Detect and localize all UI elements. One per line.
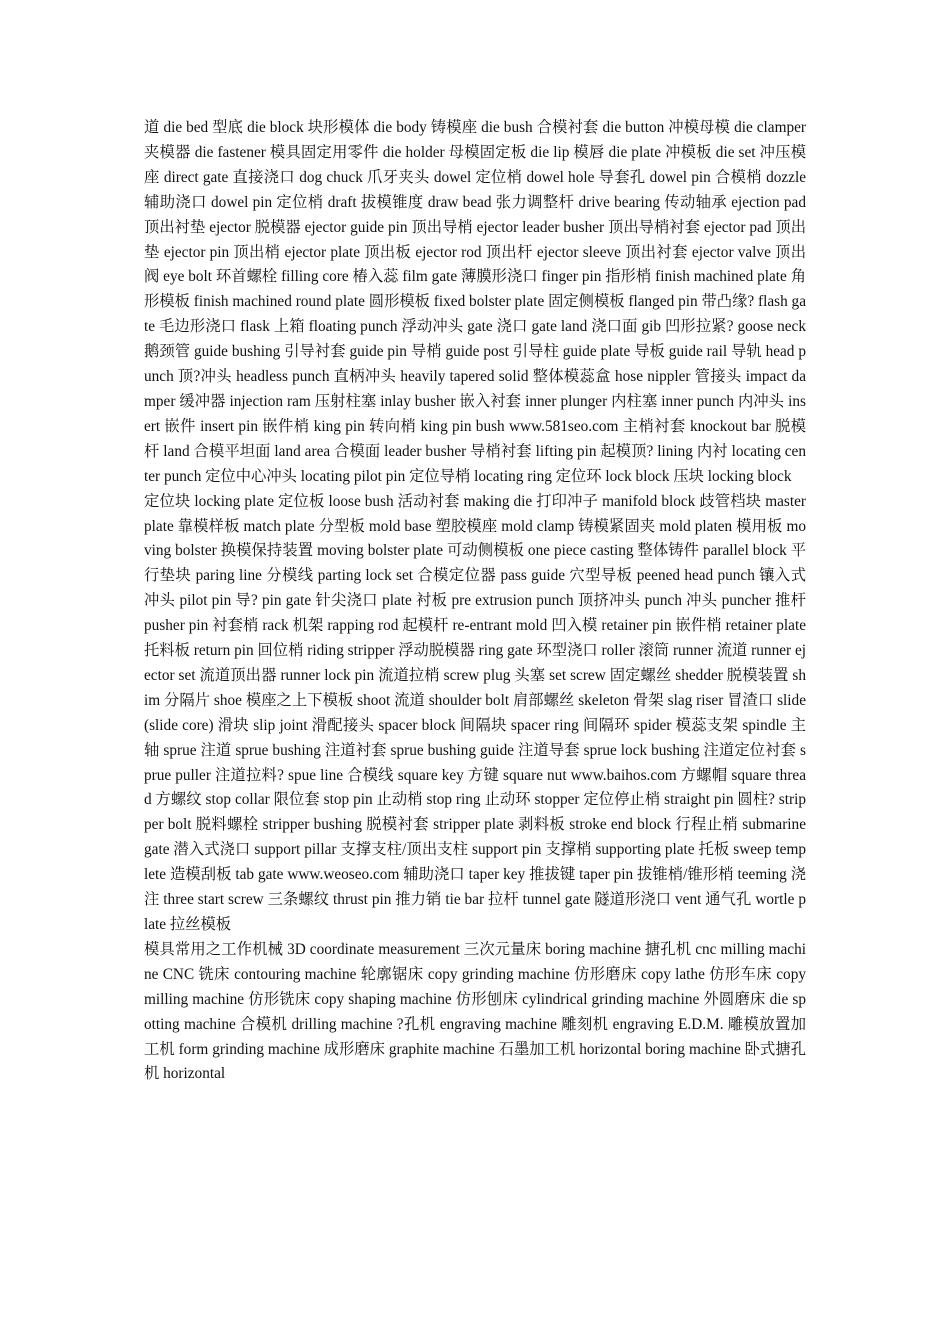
document-page xyxy=(144,116,806,1087)
paragraph-mold-parts: 定位块 locking plate 定位板 loose bush 活动衬套 making die 打印冲子 manifold block 歧管档块 master plate 靠模样板 match plate 分型板 mold base 塑胶模座 mold clamp 铸模紧固夹 mold platen 模用板 moving bolster 换模保持装置 moving bolster plate 可动侧模板 one piece casting 整体铸件 parallel block 平行垫块 paring line 分模线 parting lock set 合模定位器 pass guide 穴型导板 peened head punch 镶入式冲头 pilot pin 导? pin gate 针尖浇口 plate 衬板 pre extrusion punch 顶挤冲头 punch 冲头 puncher 推杆 pusher pin 衬套梢 rack 机架 rapping rod 起模杆 re-entrant mold 凹入模 retainer pin 嵌件梢 retainer plate 托料板 return pin 回位梢 riding stripper 浮动脱模器 ring gate 环型浇口 roller 滚筒 runner 流道 runner ejector set 流道顶出器 runner lock pin 流道拉梢 screw plug 头塞 set screw 固定螺丝 shedder 脱模装置 shim 分隔片 shoe 模座之上下模板 shoot 流道 shoulder bolt 肩部螺丝 skeleton 骨架 slag riser 冒渣口 slide(slide core) 滑块 slip joint 滑配接头 spacer block 间隔块 spacer ring 间隔环 spider 模蕊支架 spindle 主轴 sprue 注道 sprue bushing 注道衬套 sprue bushing guide 注道导套 sprue lock bushing 注道定位衬套 sprue puller 注道拉料? spue line 合模线 square key 方键 square nut www.baihos.com 方螺帽 square thread 方螺纹 stop collar 限位套 stop pin 止动梢 stop ring 止动环 stopper 定位停止梢 straight pin 圆柱? stripper bolt 脱料螺栓 stripper bushing 脱模衬套 stripper plate 剥料板 stroke end block 行程止梢 submarine gate 潜入式浇口 support pillar 支撑支柱/顶出支柱 support pin 支撑梢 supporting plate 托板 sweep templete 造模刮板 tab gate www.weoseo.com 辅助浇口 taper key 推拔键 taper pin 拔锥梢/锥形梢 teeming 浇注 three start screw 三条螺纹 thrust pin 推力销 tie bar 拉杆 tunnel gate 隧道形浇口 vent 通气孔 wortle plate 拉丝模板 xyxy=(144,492,806,933)
paragraph-machine-tools: 模具常用之工作机械 3D coordinate measurement 三次元量床 boring machine 搪孔机 cnc milling machine CNC 铣床 contouring machine 轮廓锯床 copy grinding machine 仿形磨床 copy lathe 仿形车床 copy milling machine 仿形铣床 copy shaping machine 仿形刨床 cylindrical grinding machine 外圆磨床 die spotting machine 合模机 drilling machine ?孔机 engraving machine 雕刻机 engraving E.D.M. 雕模放置加工机 form grinding machine 成形磨床 graphite machine 石墨加工机 horizontal boring machine 卧式搪孔机 horizontal xyxy=(144,940,806,1083)
paragraph-die-terms: 道 die bed 型底 die block 块形模体 die body 铸模座 die bush 合模衬套 die button 冲模母模 die clamper 夹模器 die fastener 模具固定用零件 die holder 母模固定板 die lip 模唇 die plate 冲模板 die set 冲压模座 direct gate 直接浇口 dog chuck 爪牙夹头 dowel 定位梢 dowel hole 导套孔 dowel pin 合模梢 dozzle 辅助浇口 dowel pin 定位梢 draft 拔模锥度 draw bead 张力调整杆 drive bearing 传动轴承 ejection pad 顶出衬垫 ejector 脱模器 ejector guide pin 顶出导梢 ejector leader busher 顶出导梢衬套 ejector pad 顶出垫 ejector pin 顶出梢 ejector plate 顶出板 ejector rod 顶出杆 ejector sleeve 顶出衬套 ejector valve 顶出阀 eye bolt 环首螺栓 filling core 椿入蕊 film gate 薄膜形浇口 finger pin 指形梢 finish machined plate 角形模板 finish machined round plate 圆形模板 fixed bolster plate 固定侧模板 flanged pin 带凸缘? flash gate 毛边形浇口 flask 上箱 floating punch 浮动冲头 gate 浇口 gate land 浇口面 gib 凹形拉紧? goose neck 鹅颈管 guide bushing 引导衬套 guide pin 导梢 guide post 引导柱 guide plate 导板 guide rail 导轨 head punch 顶?冲头 headless punch 直柄冲头 heavily tapered solid 整体模蕊盒 hose nippler 管接头 impact damper 缓冲器 injection ram 压射柱塞 inlay busher 嵌入衬套 inner plunger 内柱塞 inner punch 内冲头 insert 嵌件 insert pin 嵌件梢 king pin 转向梢 king pin bush www.581seo.com 主梢衬套 knockout bar 脱模杆 land 合模平坦面 land area 合模面 leader busher 导梢衬套 lifting pin 起模顶? lining 内衬 locating center punch 定位中心冲头 locating pilot pin 定位导梢 locating ring 定位环 lock block 压块 locking block xyxy=(144,119,806,485)
